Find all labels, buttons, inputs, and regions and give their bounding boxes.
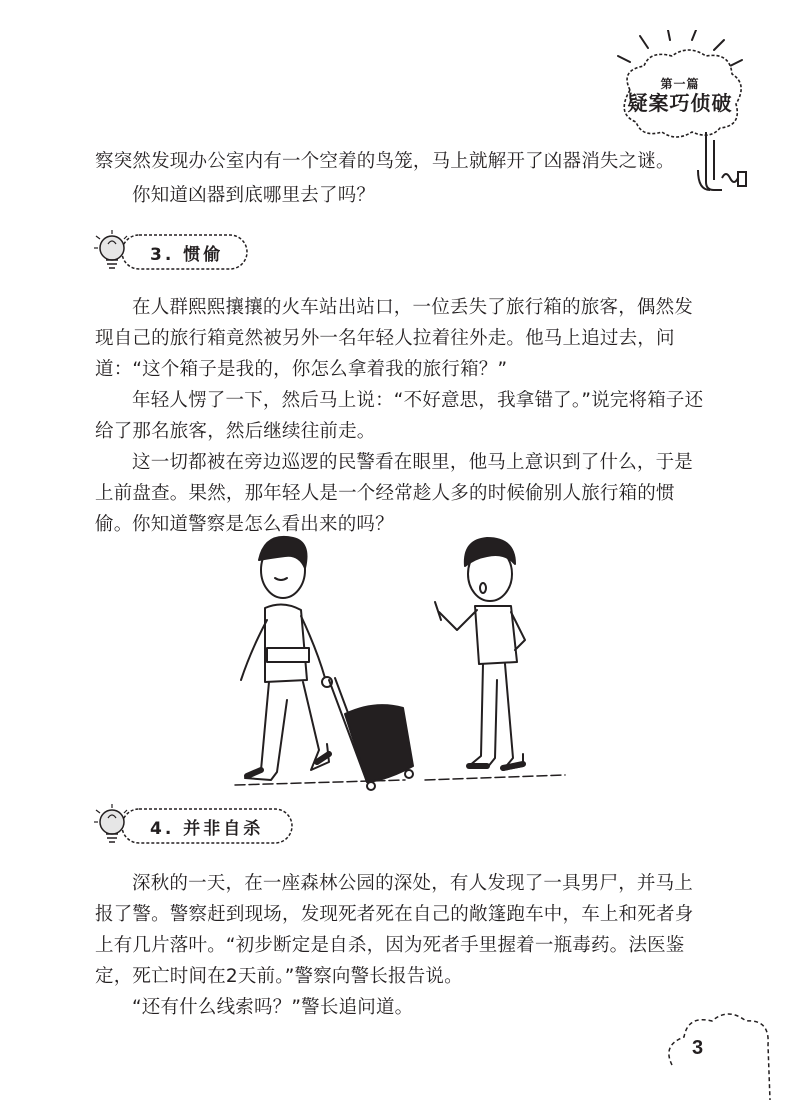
page-number-cloud-icon: [662, 1005, 772, 1100]
section-4-title: 4. 并非自杀: [150, 819, 264, 839]
illustration-suitcase-thief: [225, 530, 570, 795]
intro-line-1: 察突然发现办公室内有一个空着的鸟笼，马上就解开了凶器消失之谜。: [95, 151, 675, 172]
section-3-paragraph: 年轻人愣了一下，然后马上说：“不好意思，我拿错了。”说完将箱子还给了那名旅客，然后继续往前走。: [95, 390, 704, 442]
chapter-label: [620, 78, 740, 114]
section-3-paragraph: 这一切都被在旁边巡逻的民警看在眼里，他马上意识到了什么，于是上前盘查。果然，那年轻人是一个经常趁人多的时候偷别人旅行箱的惯偷。: [95, 452, 694, 535]
intro-line-2: 你知道凶器到底哪里去了吗？: [132, 185, 376, 206]
section-3-title: 3. 惯偷: [150, 245, 224, 265]
section-4-heading: [92, 804, 297, 848]
section-3-paragraph: 你知道警察是怎么看出来的吗？: [132, 514, 394, 535]
chapter-subtitle: 疑案巧侦破: [627, 90, 733, 115]
section-3-heading: [92, 230, 252, 274]
section-3-paragraph: 在人群熙熙攘攘的火车站出站口，一位丢失了旅行箱的旅客，偶然发现自己的旅行箱竟然被另外一名年轻人拉着往外走。他马上追过去，问道：“这个箱子是我的，你怎么拿着我的旅行箱？”: [95, 297, 694, 380]
section-4-paragraph: “还有什么线索吗？”警长追问道。: [132, 997, 414, 1018]
page-number: 3: [692, 1037, 704, 1059]
chapter-number: 第一篇: [660, 77, 700, 91]
section-4-paragraph: 深秋的一天，在一座森林公园的深处，有人发现了一具男尸，并马上报了警。警察赶到现场，发现死者死在自己的敞篷跑车中，车上和死者身上有几片落叶。“初步断定是自杀，因为死者手里握着一瓶毒药。法医鉴定，死亡时间在2天前。”警察向警长报告说。: [95, 873, 694, 987]
